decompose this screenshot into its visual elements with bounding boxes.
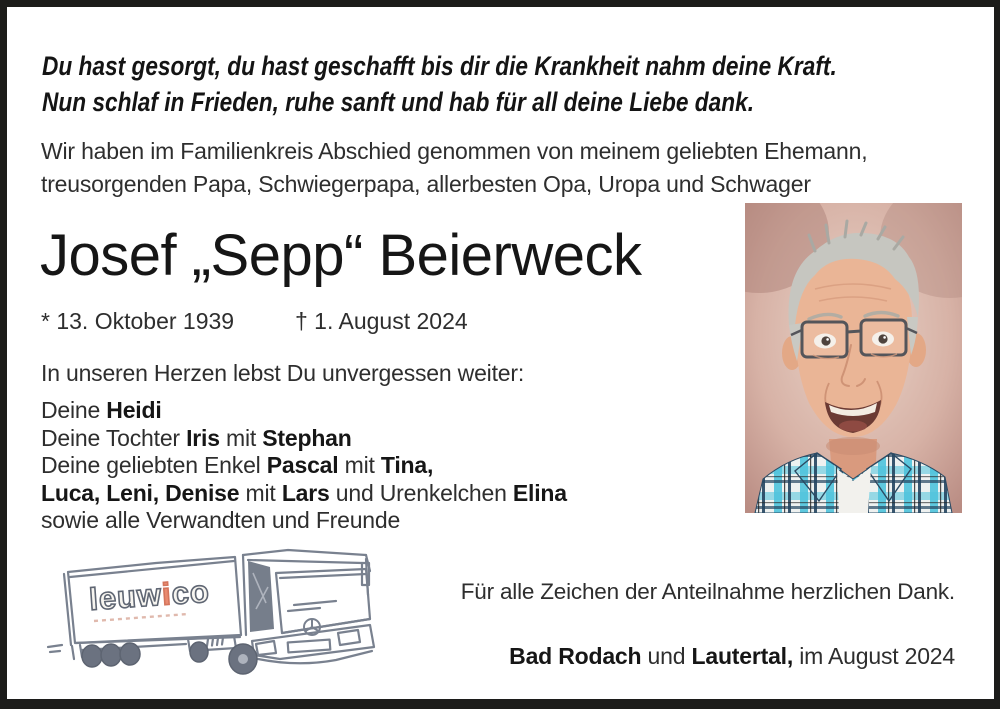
- epigraph-line-2: Nun schlaf in Frieden, ruhe sanft und hab für all deine Liebe dank.: [42, 87, 755, 117]
- frame-right: [994, 0, 1000, 709]
- family-line: Deine geliebten Enkel Pascal mit Tina,: [41, 452, 434, 478]
- truck-logo-text: leuwico: [88, 573, 211, 617]
- frame-bottom: [0, 699, 1000, 709]
- birth-date: * 13. Oktober 1939: [41, 308, 235, 334]
- family-line: Luca, Leni, Denise mit Lars und Urenkelchen Elina: [41, 479, 567, 506]
- intro-line-1: Wir haben im Familienkreis Abschied genommen von meinem geliebten Ehemann,: [41, 138, 868, 164]
- truck-sketch: [36, 543, 378, 693]
- intro-paragraph: [41, 135, 867, 201]
- intro-line-2: treusorgenden Papa, Schwiegerpapa, allerbesten Opa, Uropa und Schwager: [41, 171, 811, 197]
- death-date: † 1. August 2024: [295, 308, 468, 334]
- family-line: Deine Heidi: [41, 397, 162, 423]
- epigraph: [42, 48, 837, 120]
- thanks-line: Für alle Zeichen der Anteilnahme herzlichen Dank.: [460, 579, 955, 604]
- signoff-line: Bad Rodach und Lautertal, im August 2024: [509, 643, 955, 669]
- family-list: [41, 397, 567, 535]
- portrait-photo: [745, 203, 962, 513]
- family-line: Deine Tochter Iris mit Stephan: [41, 424, 352, 451]
- remembrance-line: In unseren Herzen lebst Du unvergessen weiter:: [41, 360, 525, 386]
- frame-left: [0, 0, 7, 709]
- deceased-name: Josef „Sepp“ Beierweck: [40, 223, 642, 288]
- epigraph-line-1: Du hast gesorgt, du hast geschafft bis dir die Krankheit nahm deine Kraft.: [42, 51, 837, 81]
- frame-top: [0, 0, 1000, 7]
- family-line: sowie alle Verwandten und Freunde: [41, 507, 401, 533]
